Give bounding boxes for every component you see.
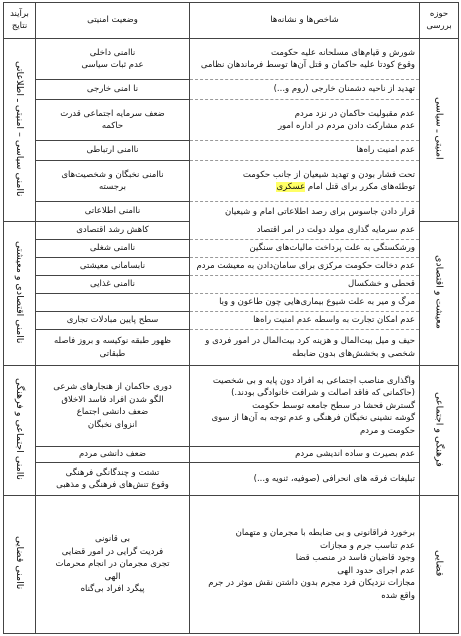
outcome-cell	[4, 222, 36, 366]
indicators-cell	[190, 240, 420, 258]
situation-cell	[36, 312, 190, 330]
situation-text: حاکمه	[101, 121, 124, 131]
table-row	[4, 312, 459, 330]
situation-cell	[36, 80, 190, 100]
table-row	[4, 240, 459, 258]
table-row	[4, 294, 459, 312]
domain-cell	[420, 222, 459, 366]
indicator-text: عدم دخالت حکومت مرکزی برای سامان‌دادن به معیشت مردم	[196, 261, 415, 272]
table-row	[4, 141, 459, 161]
table-row	[4, 330, 459, 366]
table-row	[4, 202, 459, 222]
indicator-text: عدم تناسب جرم و مجازات	[319, 540, 415, 551]
indicators-cell	[190, 202, 420, 222]
domain-label: امنیتی ـ سیاسی	[433, 97, 445, 160]
situation-cell	[36, 366, 190, 447]
indicator-text: عدم اجرای حدود الهی	[337, 565, 415, 576]
situation-text: ضعف سرمایه اجتماعی قدرت	[60, 108, 165, 119]
situation-text: سطح پایین مبادلات تجاری	[66, 315, 159, 326]
header-outcome: برآیند نتایج	[4, 3, 36, 39]
situation-text: پیگرد افراد بی‌گناه	[80, 584, 145, 595]
indicator-text: گوشه نشینی نخبگان فرهنگی و عدم توجه به آن‌ها از سوی	[211, 413, 415, 424]
header-domain: حوزه بررسی	[420, 3, 459, 39]
indicators-cell	[190, 141, 420, 161]
indicators-cell	[190, 312, 420, 330]
outcome-cell	[4, 366, 36, 496]
indicator-text: قرار دادن جاسوس برای رصد اطلاعاتی امام و شیعیان	[225, 206, 415, 217]
header-situation: وضعیت امنیتی	[36, 3, 190, 39]
indicators-cell	[190, 366, 420, 447]
outcome-cell	[4, 39, 36, 222]
indicators-cell	[190, 496, 420, 634]
situation-text: ناامنی اطلاعاتی	[84, 206, 141, 217]
table-row	[4, 463, 459, 496]
indicator-text: وقوع کودتا علیه حاکمان و قتل آن‌ها توسط فرماندهان نظامی	[200, 60, 415, 70]
situation-cell	[36, 447, 190, 463]
situation-text: کاهش رشد اقتصادی	[76, 225, 149, 236]
situation-text: وقوع تنش‌های فرهنگی و مذهبی	[56, 480, 169, 490]
indicator-text: قحطی و خشکسال	[348, 279, 415, 290]
domain-cell	[420, 39, 459, 222]
indicators-cell	[190, 463, 420, 496]
outcome-label: ناامنی سیاسی – امنیتی ـ اطلاعاتی	[14, 60, 25, 197]
indicator-text: شورش و قیام‌های مسلحانه علیه حکومت	[270, 47, 415, 58]
domain-label: قضایی	[433, 549, 445, 577]
table-row	[4, 39, 459, 80]
situation-text: نا امنی خارجی	[86, 84, 139, 95]
domain-cell	[420, 366, 459, 496]
indicators-cell	[190, 447, 420, 463]
situation-text: عدم ثبات سیاسی	[81, 60, 144, 70]
indicator-text: تحت فشار بودن و تهدید شیعیان از جانب حکومت	[242, 169, 415, 180]
situation-text: بی قانونی	[94, 534, 130, 545]
indicator-text: شخصی و بخشش‌های بدون ضابطه	[292, 348, 415, 359]
indicator-text: وجود قاضیان فاسد در منصب قضا	[295, 553, 415, 563]
situation-cell	[36, 276, 190, 294]
indicators-cell	[190, 276, 420, 294]
situation-text: ظهور طبقه نوکیسه و بروز فاصله	[54, 336, 171, 346]
indicator-text: عدم بصیرت و ساده اندیشی مردم	[295, 449, 415, 460]
situation-cell	[36, 240, 190, 258]
indicators-cell	[190, 330, 420, 366]
situation-text: ناامنی داخلی	[89, 47, 136, 58]
indicators-cell	[190, 39, 420, 80]
outcome-label: ناامنی اقتصادی و معیشتی	[14, 240, 25, 344]
indicator-text: عدم سرمایه گذاری مولد دولت در امر اقتصاد	[256, 225, 415, 235]
situation-text: تجری مجرمان در انجام محرمات	[55, 559, 170, 570]
situation-text: انزوای نخبگان	[87, 419, 138, 430]
table-row	[4, 496, 459, 634]
header-indicators: شاخص‌ها و نشانه‌ها	[190, 3, 420, 39]
indicator-text: گسترش فحشا در سطح جامعه توسط حکومت	[252, 400, 415, 411]
situation-text: الهی	[104, 571, 121, 582]
highlighted-word: عسکری	[276, 182, 306, 192]
indicators-cell	[190, 100, 420, 141]
indicators-cell	[190, 80, 420, 100]
indicator-text: عدم مقبولیت حاکمان در نزد مردم	[294, 108, 415, 119]
situation-cell	[36, 141, 190, 161]
indicators-cell	[190, 161, 420, 202]
situation-text: دوری حاکمان از هنجارهای شرعی	[53, 382, 172, 392]
indicators-cell	[190, 258, 420, 276]
table-row	[4, 366, 459, 447]
indicator-text: حیف و میل بیت‌المال و هزینه کرد بیت‌المال در امور فردی و	[205, 336, 415, 346]
situation-cell	[36, 496, 190, 634]
indicator-text: مجازات نزدیکان فرد مجرم بدون داشتن نقش موثر در جرم	[208, 578, 415, 588]
indicator-text: توطئه‌های مکرر برای قتل امام عسکری	[276, 182, 415, 192]
table-row	[4, 258, 459, 276]
table-row	[4, 447, 459, 463]
indicator-text: واگذاری مناصب اجتماعی به افراد دون پایه و بی شخصیت	[212, 375, 415, 386]
table-row	[4, 161, 459, 202]
security-analysis-table	[3, 2, 459, 634]
situation-cell	[36, 202, 190, 222]
indicator-text: واقع شده	[381, 590, 415, 601]
situation-text: الگو شدن افراد فاسد الاخلاق	[61, 394, 164, 405]
indicator-text: عدم امکان تجارت به واسطه عدم امنیت راه‌ها	[253, 315, 415, 326]
situation-text: ضعف دانشی مردم	[79, 449, 146, 460]
situation-text: تشتت و چندگانگی فرهنگی	[65, 467, 160, 478]
situation-text: برجسته	[98, 182, 126, 192]
situation-text: ناامنی شغلی	[89, 243, 136, 254]
indicator-text: ورشکستگی به علت پرداخت مالیات‌های سنگین	[249, 243, 415, 254]
indicator-text: مرگ و میر به علت شیوع بیماری‌هایی چون طاعون و وبا	[219, 297, 415, 308]
indicator-text: حکومت و مردم	[359, 425, 415, 436]
situation-cell	[36, 161, 190, 202]
outcome-cell	[4, 496, 36, 634]
indicators-cell	[190, 222, 420, 240]
table-row	[4, 80, 459, 100]
indicator-text: (حاکمانی که فاقد اصالت و شرافت خانوادگی بودند.)	[231, 388, 415, 399]
situation-cell	[36, 330, 190, 366]
domain-cell	[420, 496, 459, 634]
situation-text: ناامنی نخبگان و شخصیت‌های	[61, 169, 164, 180]
situation-text: ناامنی غذایی	[90, 279, 135, 290]
table-row	[4, 100, 459, 141]
domain-label: فرهنگی و اجتماعی	[433, 391, 445, 467]
indicators-cell	[190, 294, 420, 312]
indicator-text: عدم امنیت راه‌ها	[356, 145, 415, 156]
situation-cell	[36, 294, 190, 312]
situation-text: ضعف دانشی اجتماع	[76, 407, 149, 417]
domain-label: معیشت و اقتصادی	[433, 255, 445, 329]
header-row	[4, 3, 459, 39]
situation-cell	[36, 100, 190, 141]
indicator-text: تهدید از ناحیه دشمنان خارجی (روم و...)	[273, 84, 415, 95]
table-row	[4, 222, 459, 240]
situation-text: نابسامانی معیشتی	[79, 261, 146, 272]
outcome-label: ناامنی قضایی	[14, 536, 25, 590]
situation-cell	[36, 463, 190, 496]
situation-text: فردیت گرایی در امور قضایی	[61, 546, 164, 557]
indicator-text: تبلیغات فرقه های انحرافی (صوفیه، ثنویه و...)	[253, 473, 415, 484]
indicator-text: برخورد فراقانونی و بی ضابطه با مجرمان و متهمان	[235, 528, 415, 538]
situation-cell	[36, 258, 190, 276]
situation-text: ناامنی ارتباطی	[86, 145, 139, 156]
indicator-text: عدم مشارکت دادن مردم در اداره امور	[277, 121, 415, 131]
situation-cell	[36, 39, 190, 80]
outcome-label: ناامنی اجتماعی و فرهنگی	[14, 378, 25, 480]
table-row	[4, 276, 459, 294]
situation-text: طبقاتی	[99, 348, 126, 359]
situation-cell	[36, 222, 190, 240]
